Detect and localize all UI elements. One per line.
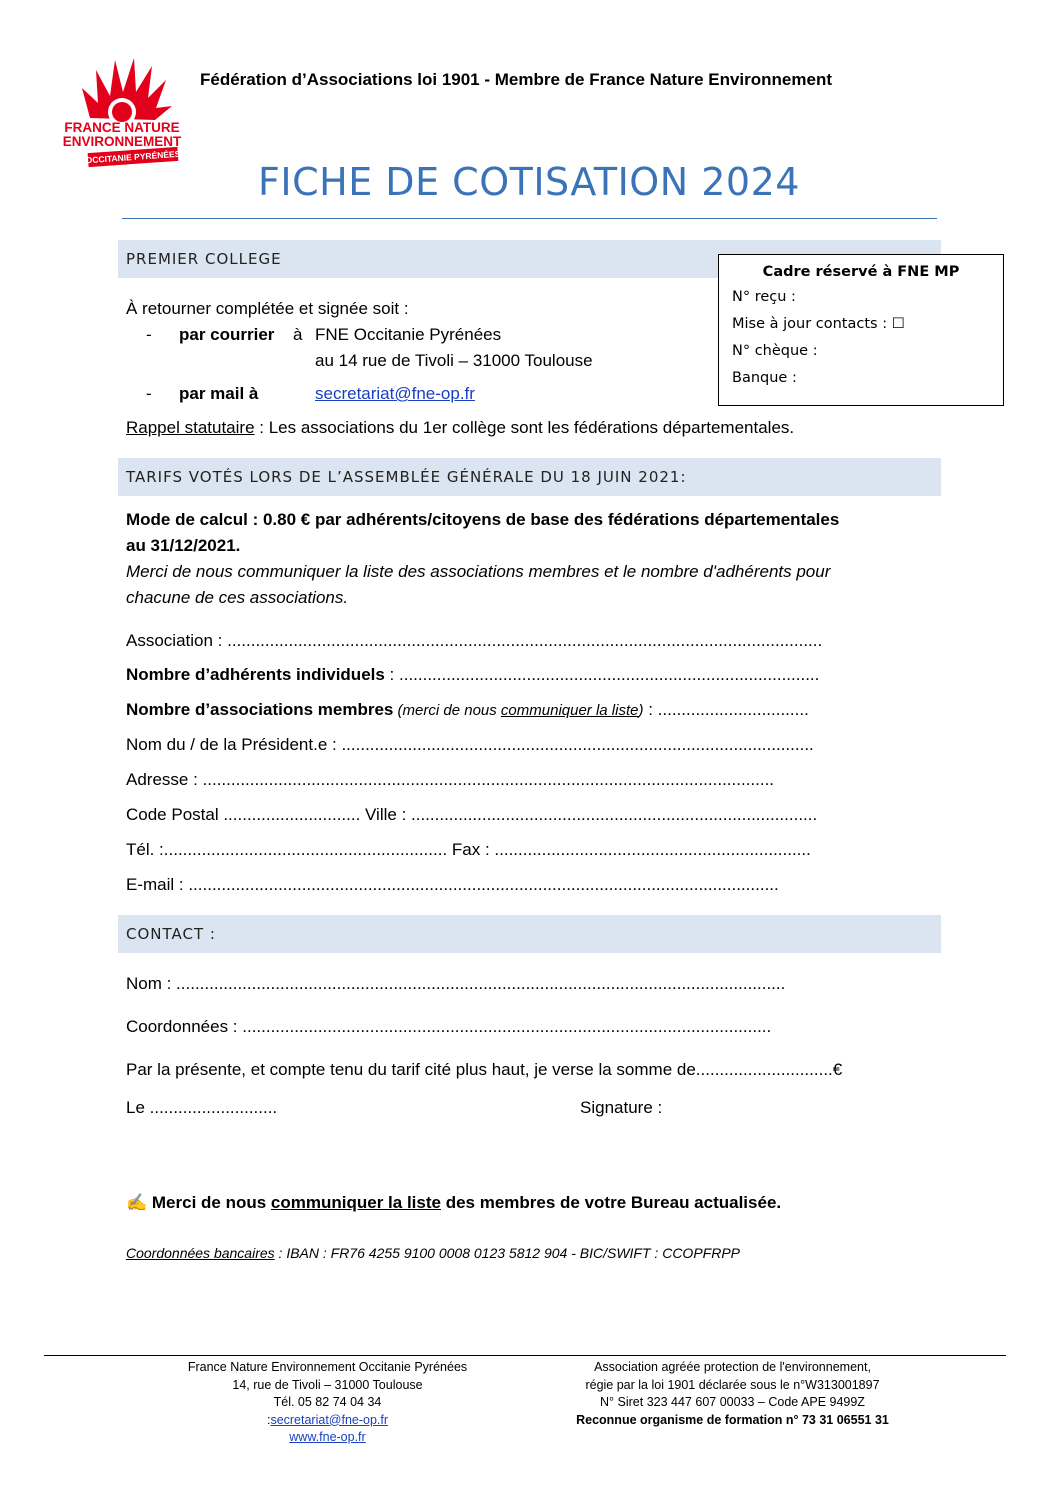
fne-logo [60, 48, 185, 168]
federation-tagline: Fédération d’Associations loi 1901 - Membre de France Nature Environnement [200, 70, 832, 89]
assoc-membres-paren-close: ) [638, 702, 644, 719]
section-premier-college: PREMIER COLLEGE [118, 240, 941, 278]
logo-line1: FRANCE NATURE [64, 120, 180, 135]
title-divider [122, 218, 937, 219]
reserved-mise-a-jour: Mise à jour contacts : ☐ [732, 316, 905, 332]
footer-formation: Reconnue organisme de formation n° 73 31 06551 31 [576, 1412, 889, 1427]
section-contact: CONTACT : [118, 915, 941, 953]
adherents-label: Nombre d’adhérents individuels [126, 665, 385, 684]
footer-divider [44, 1355, 1006, 1356]
assoc-membres-paren-open: (merci de nous [393, 702, 501, 719]
footer-address: 14, rue de Tivoli – 31000 Toulouse [232, 1377, 423, 1392]
section-tarifs: TARIFS VOTÉS LORS DE L’ASSEMBLÉE GÉNÉRALE DU 18 JUIN 2021: [118, 458, 941, 496]
signature-label: Signature : [580, 1098, 663, 1117]
footer-registration: régie par la loi 1901 déclarée sous le n°W313001897 [585, 1377, 880, 1392]
email-field[interactable]: E-mail : ............................................................................................................................. [126, 875, 779, 894]
contact-nom-field[interactable]: Nom : ................................................................................................................................. [126, 974, 786, 993]
rappel-label: Rappel statutaire [126, 418, 255, 437]
adherents-field[interactable] [126, 665, 819, 685]
footer-phone: Tél. 05 82 74 04 34 [273, 1395, 382, 1409]
footer-email-prefix: : [266, 1412, 271, 1427]
courrier-address-line1: FNE Occitanie Pyrénées [315, 325, 502, 344]
merci-bureau [126, 1193, 781, 1213]
logo-line2: ENVIRONNEMENT [62, 134, 182, 149]
mail-label: par mail à [179, 384, 259, 403]
rappel-text: : Les associations du 1er collège sont les fédérations départementales. [254, 418, 795, 437]
contact-coordonnees-field[interactable]: Coordonnées : ................................................................................................................ [126, 1017, 772, 1036]
footer-siret: N° Siret 323 447 607 00033 – Code APE 9499Z [600, 1395, 865, 1409]
footer-right [530, 1359, 935, 1429]
footer-website-link[interactable]: www.fne-op.fr [289, 1430, 366, 1444]
courrier-label: par courrier [179, 325, 275, 344]
reserved-banque: Banque : [732, 370, 797, 386]
merci-part1: Merci de nous [147, 1193, 271, 1212]
footer-email [140, 1412, 515, 1430]
dash-mail: - [146, 384, 152, 403]
merci-part2: des membres de votre Bureau actualisée. [440, 1193, 782, 1212]
mail-link[interactable]: secretariat@fne-op.fr [315, 384, 475, 403]
courrier-a: à [293, 325, 303, 344]
calcul-italic1: Merci de nous communiquer la liste des associations membres et le nombre d'adhérents pour [126, 562, 831, 581]
reserved-cheque: N° chèque : [732, 343, 818, 359]
courrier-address-line2: au 14 rue de Tivoli – 31000 Toulouse [315, 351, 593, 370]
logo-line3: OCCITANIE PYRÉNÉES [85, 148, 181, 166]
assoc-membres-label: Nombre d’associations membres [126, 700, 394, 719]
coordonnees-bancaires [126, 1245, 740, 1261]
calcul-line2: au 31/12/2021. [126, 536, 241, 555]
footer-org-name: France Nature Environnement Occitanie Pyrénées [187, 1360, 468, 1374]
somme-field[interactable]: Par la présente, et compte tenu du tarif cité plus haut, je verse la somme de.............................€ [126, 1060, 843, 1079]
codepostal-ville-field[interactable]: Code Postal ............................. Ville : ...................................................................................... [126, 805, 818, 824]
reserved-box-title: Cadre réservé à FNE MP [762, 264, 960, 280]
bancaire-text: : IBAN : FR76 4255 9100 0008 0123 5812 904 - BIC/SWIFT : CCOPFRPP [274, 1245, 740, 1261]
dash-courrier: - [146, 325, 152, 344]
hedgehog-logo-icon [60, 48, 185, 168]
assoc-membres-paren-link: communiquer la liste [500, 702, 639, 719]
calcul-line1: Mode de calcul : 0.80 € par adhérents/citoyens de base des fédérations départementales [126, 510, 840, 529]
assoc-membres-field[interactable] [126, 700, 809, 720]
retour-intro: À retourner complétée et signée soit : [126, 299, 409, 318]
page-title: FICHE DE COTISATION 2024 [258, 160, 800, 204]
reserved-box [718, 254, 1004, 406]
footer-email-link[interactable]: secretariat@fne-op.fr [270, 1412, 389, 1427]
calcul-italic2: chacune de ces associations. [126, 588, 349, 607]
date-field[interactable]: Le ........................... [126, 1098, 278, 1117]
president-field[interactable]: Nom du / de la Président.e : .................................................................................................... [126, 735, 814, 754]
footer-agreement: Association agréée protection de l'environnement, [594, 1360, 871, 1374]
assoc-membres-dots: : ................................ [643, 700, 809, 719]
adherents-dots: : ......................................................................................... [384, 665, 820, 684]
rappel-statutaire [126, 418, 794, 438]
association-field[interactable]: Association : .............................................................................................................................. [126, 631, 823, 650]
bancaire-label: Coordonnées bancaires [126, 1245, 275, 1261]
tel-fax-field[interactable]: Tél. :............................................................ Fax : ................................................................... [126, 840, 811, 859]
reserved-recu: N° reçu : [732, 289, 796, 305]
writing-hand-icon: ✍ [126, 1193, 148, 1212]
merci-link: communiquer la liste [270, 1193, 441, 1212]
footer-left [140, 1359, 515, 1447]
adresse-field[interactable]: Adresse : ......................................................................................................................... [126, 770, 775, 789]
